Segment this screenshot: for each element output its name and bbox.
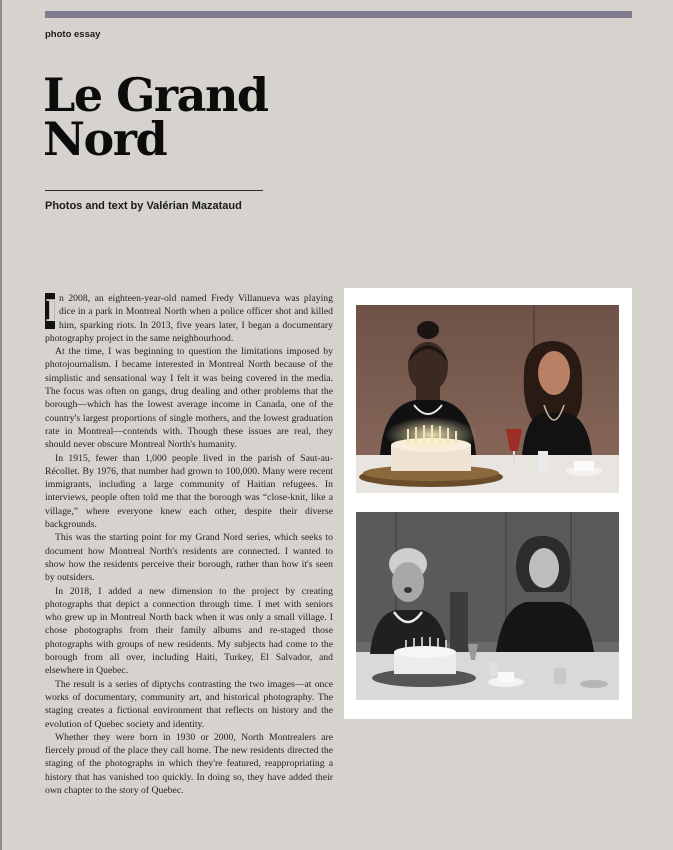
article-body [45, 292, 333, 797]
photo-archival [356, 512, 619, 700]
diptych-frame [344, 288, 632, 719]
drop-cap: I [45, 294, 60, 329]
title-line-2: Nord [43, 112, 167, 166]
title-divider [45, 190, 263, 191]
photo-contemporary-image [356, 305, 619, 493]
page-title [43, 68, 343, 166]
paragraph: At the time, I was beginning to question the limitations imposed by photojournalism. I became interested in Montreal North because of the simplistic and sensational way I felt it was being covered in the media. The focus was often on gangs, drug dealing and other problems that the borough—which has the lowest average income in Canada, one of the country's largest proportions of single mothers, and the lowest graduation rate in Montreal—contends with. Though these issues are real, they should never obscure Montreal North's humanity. [45, 346, 333, 451]
paragraph: This was the starting point for my Grand Nord series, which seeks to document how Montreal North's residents are connected. I wanted to show how the residents perceive their borough, rather than how it's seen by outsiders. [45, 532, 333, 584]
section-label: photo essay [45, 29, 101, 40]
byline: Photos and text by Valérian Mazataud [45, 200, 242, 212]
paragraph: In 1915, fewer than 1,000 people lived in the parish of Saut-au-Récollet. By 1976, that number had grown to 100,000. Many were recent immigrants, including a large community of Haitian refugees. In interviews, people often told me that the borough was “close-knit, like a village,” where everyone knew each other, despite their diverse backgrounds. [45, 452, 333, 531]
paragraph: Whether they were born in 1930 or 2000, North Montrealers are fiercely proud of the place they call home. The new residents directed the staging of the photographs in which they're featured, reappropriating a history that has vanished too quickly. In doing so, they have added their own chapter to the story of Quebec. [45, 731, 333, 796]
page-edge-rule [0, 0, 2, 850]
paragraph: In 2018, I added a new dimension to the project by creating photographs that depict a connection through time. I met with seniors who grew up in Montreal North back when it was only a small village. I chose photographs from their family albums and re-staged those photographs with groups of new residents. My subjects had come to the borough from all over, including Haiti, Turkey, El Salvador, and elsewhere in Quebec. [45, 585, 333, 677]
photo-contemporary [356, 305, 619, 493]
paragraph-text: n 2008, an eighteen-year-old named Fredy Villanueva was playing dice in a park in Montreal North when a police officer shot and killed him, sparking riots. In 2013, five years later, I began a documentary photography project in the same neighbourhood. [45, 293, 333, 344]
title-line-1: Le Grand [43, 68, 268, 122]
photo-archival-image [356, 512, 619, 700]
paragraph: The result is a series of diptychs contrasting the two images—at once works of documentary, community art, and historical photography. The staging creates a fictional environment that reflects on history and the evolution of Quebec society and identity. [45, 678, 333, 730]
accent-bar [45, 11, 632, 18]
paragraph [45, 292, 333, 345]
